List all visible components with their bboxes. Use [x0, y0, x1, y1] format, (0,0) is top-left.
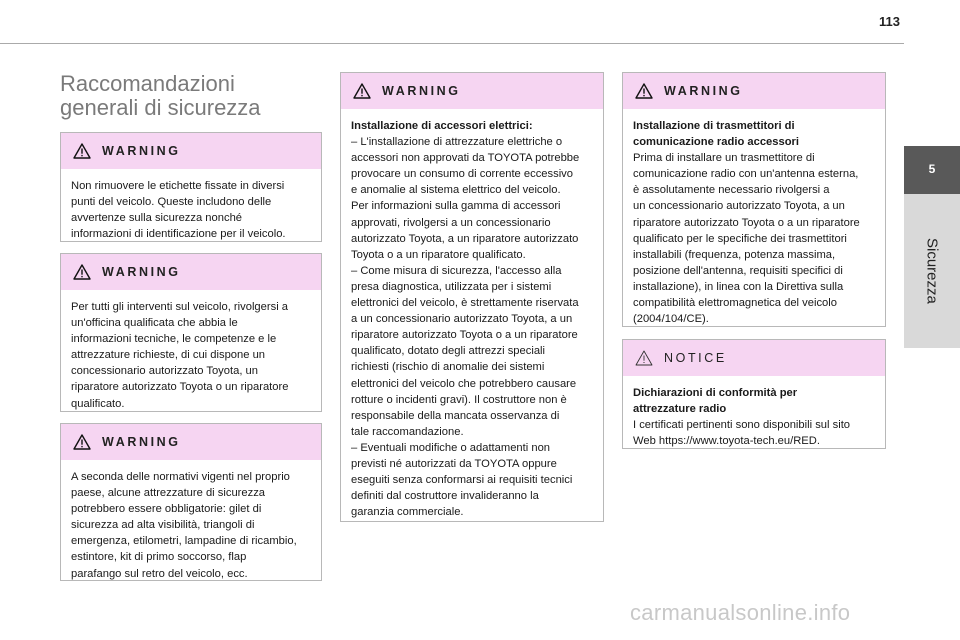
page-number: 113: [879, 14, 900, 29]
warning-box-label: WARNING: [102, 265, 181, 279]
warning-triangle-icon: [73, 143, 91, 159]
warning-box-body: [61, 290, 321, 412]
warning-box: [60, 253, 322, 412]
notice-triangle-icon: [635, 350, 653, 366]
warning-box-label: WARNING: [102, 144, 181, 158]
chapter-tab-number: 5: [928, 162, 936, 176]
warning-box-heading: Installazione di accessori elettrici:: [351, 120, 533, 132]
warning-box-header: [61, 133, 321, 169]
header-divider: [0, 43, 904, 44]
chapter-tab-label: Sicurezza: [923, 238, 941, 304]
warning-box-body: [623, 109, 885, 327]
warning-box-header: [623, 73, 885, 109]
warning-box: [340, 72, 604, 522]
warning-box-label: WARNING: [102, 435, 181, 449]
chapter-tab-strip: [904, 194, 960, 348]
warning-box: [622, 72, 886, 327]
warning-box-body: [61, 169, 321, 242]
notice-box-label: NOTICE: [664, 351, 727, 365]
warning-box-body: [341, 109, 603, 520]
chapter-tab[interactable]: [904, 146, 960, 194]
warning-box-label: WARNING: [382, 84, 461, 98]
warning-triangle-icon: [353, 83, 371, 99]
warning-box-text: Prima di installare un trasmettitore di comunicazione radio con un'antenna esterna, è assolutamente necessario rivolgersi a un concessionario autorizzato Toyota, a un riparatore autorizzato Toyota o a un riparatore qualificato per le specifiche dei trasmettitori installabili (frequenza, potenza massima, posizione dell'antenna, requisiti specifici di installazione), in linea con la Direttiva sulla compatibilità elettromagnetica del veicolo (2004/104/CE).: [633, 152, 860, 326]
warning-box: [60, 132, 322, 242]
warning-triangle-icon: [635, 83, 653, 99]
notice-box: [622, 339, 886, 449]
warning-box-text: Non rimuovere le etichette fissate in diversi punti del veicolo. Queste includono delle avvertenze sulla sicurezza nonché informazioni di identificazione per il veicolo.: [71, 180, 286, 241]
warning-box-text: – L'installazione di attrezzature elettriche o accessori non approvati da TOYOTA potrebbe provocare un consumo di corrente eccessivo e anomalie al sistema elettrico del veicolo. Per informazioni sulla gamma di accessori approvati, rivolgersi a un concessionario autorizzato Toyota, a un riparatore autorizzato Toyota o a un riparatore qualificato. – Come misura di sicurezza, l'accesso alla presa diagnostica, utilizzata per i sistemi elettronici del veicolo, è strettamente riservata a un concessionario autorizzato Toyota, a un riparatore autorizzato Toyota o a un riparatore qualificato, dotato degli attrezzi speciali richiesti (rischio di anomalie dei sistemi elettronici del veicolo che potrebbero causare rotture o incidenti gravi). Il costruttore non è responsabile della mancata osservanza di tale raccomandazione. – Eventuali modifiche o adattamenti non previsti né autorizzati da TOYOTA oppure eseguiti senza conformarsi ai requisiti tecnici definiti dal costruttore invalideranno la garanzia commerciale.: [351, 136, 580, 519]
warning-box-header: [61, 254, 321, 290]
notice-box-body: [623, 376, 885, 449]
warning-box-text: Per tutti gli interventi sul veicolo, rivolgersi a un'officina qualificata che abbia le informazioni tecniche, le competenze e le attrezzature richieste, di cui dispone un concessionario autorizzato Toyota, un riparatore autorizzato Toyota o un riparatore qualificato.: [71, 301, 289, 410]
warning-triangle-icon: [73, 264, 91, 280]
warning-box-text: A seconda delle normativi vigenti nel proprio paese, alcune attrezzature di sicurezza potrebbero essere obbligatorie: gilet di sicurezza ad alta visibilità, triangoli di emergenza, etilometri, lampadine di ricambio, estintore, kit di primo soccorso, flap parafango sul retro del veicolo, ecc.: [71, 471, 297, 580]
section-title: Raccomandazioni generali di sicurezza: [60, 71, 261, 120]
warning-box-header: [61, 424, 321, 460]
watermark: carmanualsonline.info: [630, 600, 851, 625]
warning-box-body: [61, 460, 321, 582]
notice-box-heading: Dichiarazioni di conformità per attrezzature radio: [633, 387, 798, 416]
notice-box-text: I certificati pertinenti sono disponibili sul sito Web https://www.toyota-tech.eu/RED.: [633, 419, 851, 448]
warning-box: [60, 423, 322, 581]
warning-box-header: [341, 73, 603, 109]
warning-box-label: WARNING: [664, 84, 743, 98]
notice-box-header: [623, 340, 885, 376]
warning-triangle-icon: [73, 434, 91, 450]
warning-box-heading: Installazione di trasmettitori di comunicazione radio accessori: [633, 120, 800, 149]
